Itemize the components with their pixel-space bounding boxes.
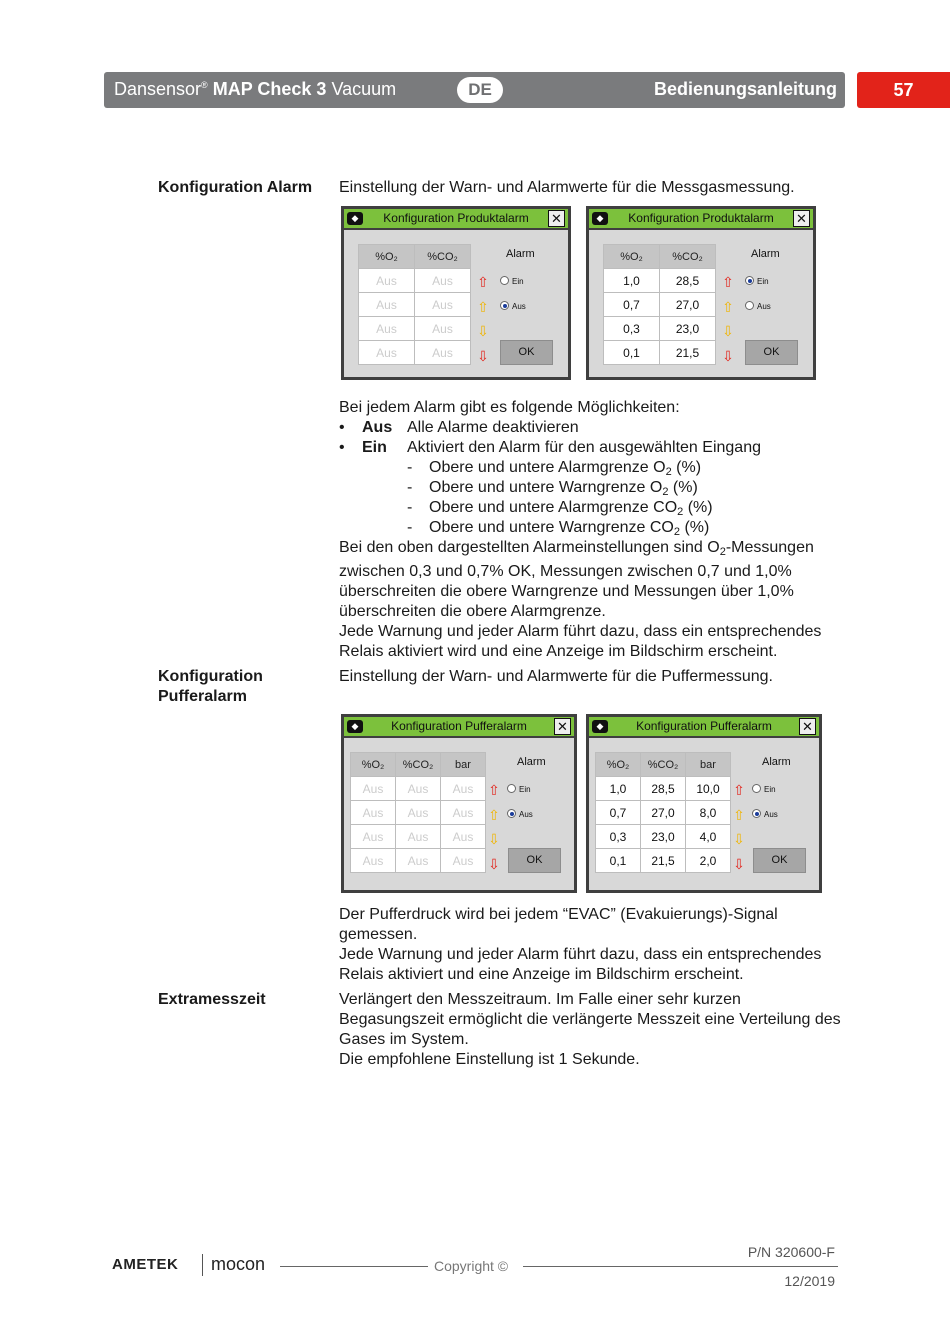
threshold-arrows xyxy=(721,270,735,368)
alarm-table xyxy=(595,752,731,873)
column-header: %CO₂ xyxy=(660,245,716,269)
table-cell[interactable]: 23,0 xyxy=(641,825,686,849)
buffer-text xyxy=(339,905,849,985)
alarm-label: Alarm xyxy=(751,248,780,260)
radio-ein[interactable] xyxy=(500,276,524,286)
language-badge: DE xyxy=(457,77,503,103)
app-icon: ◆ xyxy=(347,212,363,225)
warn-upper-icon: ⇧ xyxy=(733,806,745,823)
bullet-text: Aktiviert den Alarm für den ausgewählten Eingang xyxy=(407,439,761,456)
table-cell[interactable]: Aus xyxy=(396,849,441,873)
alarm-table xyxy=(358,244,471,365)
term-buffer xyxy=(158,667,263,707)
table-cell[interactable]: Aus xyxy=(415,317,471,341)
product-model: MAP Check 3 xyxy=(212,79,327,99)
close-icon[interactable]: ✕ xyxy=(793,210,810,227)
table-cell[interactable]: Aus xyxy=(415,293,471,317)
app-icon: ◆ xyxy=(592,720,608,733)
table-cell[interactable]: Aus xyxy=(441,801,486,825)
term-line: Konfiguration xyxy=(158,668,263,685)
table-cell[interactable]: 1,0 xyxy=(596,777,641,801)
column-header: %CO₂ xyxy=(415,245,471,269)
product-name xyxy=(114,79,396,100)
dialog-panel xyxy=(344,230,568,377)
dialog-buffer-alarm-on xyxy=(586,714,822,893)
alarm-table xyxy=(350,752,486,873)
radio-selected-icon xyxy=(507,809,516,818)
term-alarm: Konfiguration Alarm xyxy=(158,179,313,196)
radio-label: Aus xyxy=(519,810,533,819)
radio-label: Ein xyxy=(764,785,776,794)
radio-ein[interactable] xyxy=(745,276,769,286)
warn-upper-icon: ⇧ xyxy=(477,298,489,315)
table-cell[interactable]: 27,0 xyxy=(660,293,716,317)
table-cell[interactable]: Aus xyxy=(396,801,441,825)
radio-selected-icon xyxy=(752,809,761,818)
radio-circle-icon xyxy=(500,276,509,285)
table-cell[interactable]: Aus xyxy=(415,269,471,293)
table-cell[interactable]: Aus xyxy=(396,777,441,801)
dialog-panel xyxy=(589,738,819,890)
ok-button[interactable]: OK xyxy=(500,340,553,365)
product-variant: Vacuum xyxy=(331,79,397,99)
logo-divider xyxy=(202,1254,203,1276)
sub-item: - Obere und untere Alarmgrenze $CO_2$ (%) xyxy=(407,499,713,518)
buffer-intro: Einstellung der Warn- und Alarmwerte für die Puffermessung. xyxy=(339,668,773,685)
column-header: %O₂ xyxy=(596,753,641,777)
bullet-key: Aus xyxy=(362,419,393,436)
radio-ein[interactable] xyxy=(752,784,776,794)
dialog-titlebar xyxy=(344,209,568,228)
table-cell[interactable]: 2,0 xyxy=(686,849,731,873)
revision-date: 12/2019 xyxy=(784,1273,835,1289)
table-cell[interactable]: 0,7 xyxy=(604,293,660,317)
radio-label: Aus xyxy=(764,810,778,819)
close-icon[interactable]: ✕ xyxy=(548,210,565,227)
ok-button[interactable]: OK xyxy=(508,848,561,873)
alarm-intro: Einstellung der Warn- und Alarmwerte für die Messgasmessung. xyxy=(339,179,795,196)
mocon-logo: mocon xyxy=(211,1254,266,1274)
radio-label: Aus xyxy=(512,302,526,311)
options-title: Bei jedem Alarm gibt es folgende Möglichkeiten: xyxy=(339,399,680,416)
table-cell[interactable]: 0,7 xyxy=(596,801,641,825)
radio-aus[interactable] xyxy=(745,301,771,311)
radio-label: Aus xyxy=(757,302,771,311)
radio-aus[interactable] xyxy=(752,809,778,819)
dialog-panel xyxy=(344,738,574,890)
radio-circle-icon xyxy=(507,784,516,793)
table-cell[interactable]: 27,0 xyxy=(641,801,686,825)
ok-button[interactable]: OK xyxy=(745,340,798,365)
table-cell[interactable]: 0,1 xyxy=(604,341,660,365)
table-cell[interactable]: Aus xyxy=(359,341,415,365)
table-cell[interactable]: 21,5 xyxy=(641,849,686,873)
column-header: %CO₂ xyxy=(641,753,686,777)
dialog-title: Konfiguration Pufferalarm xyxy=(636,719,772,733)
column-header: bar xyxy=(441,753,486,777)
table-cell[interactable]: Aus xyxy=(351,801,396,825)
threshold-arrows xyxy=(487,778,501,876)
table-cell[interactable]: 8,0 xyxy=(686,801,731,825)
radio-ein[interactable] xyxy=(507,784,531,794)
column-header: bar xyxy=(686,753,731,777)
dialog-titlebar xyxy=(344,717,574,736)
warn-upper-icon: ⇧ xyxy=(722,298,734,315)
alarm-lower-icon: ⇩ xyxy=(722,347,734,364)
alarm-relay-paragraph: Jede Warnung und jeder Alarm führt dazu, dass ein entsprechendes Relais aktiviert wird und eine Anzeige im Bildschirm erscheint. xyxy=(339,623,822,660)
radio-label: Ein xyxy=(512,277,524,286)
column-header: %O₂ xyxy=(604,245,660,269)
column-header: %CO₂ xyxy=(396,753,441,777)
part-number: P/N 320600-F xyxy=(747,1244,835,1260)
ametek-logo: AMETEK xyxy=(112,1256,179,1273)
table-cell[interactable]: 28,5 xyxy=(641,777,686,801)
radio-label: Ein xyxy=(757,277,769,286)
alarm-upper-icon: ⇧ xyxy=(733,782,745,798)
sub-item: - Obere und untere Warngrenze $O_2$ (%) xyxy=(407,479,698,498)
buffer-paragraph: Der Pufferdruck wird bei jedem “EVAC” (Evakuierungs)-Signal gemessen. xyxy=(339,906,778,943)
bullet-ein: • Ein Aktiviert den Alarm für den ausgewählten Eingang xyxy=(339,439,761,456)
term-line: Pufferalarm xyxy=(158,688,247,705)
brand-name: Dansensor xyxy=(114,79,202,99)
table-cell[interactable]: Aus xyxy=(351,825,396,849)
close-icon[interactable]: ✕ xyxy=(554,718,571,735)
copyright: Copyright © xyxy=(434,1258,509,1274)
alarm-options xyxy=(339,398,849,662)
page-number: 57 xyxy=(857,72,950,108)
footer-rule xyxy=(280,1266,428,1267)
alarm-upper-icon: ⇧ xyxy=(488,782,500,798)
dialog-product-alarm-on xyxy=(586,206,816,380)
alarm-upper-icon: ⇧ xyxy=(722,274,734,290)
bullet-aus: • Aus Alle Alarme deaktivieren xyxy=(339,419,579,436)
dialog-title: Konfiguration Produktalarm xyxy=(383,211,529,225)
term-extra: Extramesszeit xyxy=(158,991,266,1008)
close-icon[interactable]: ✕ xyxy=(799,718,816,735)
table-cell[interactable]: Aus xyxy=(359,317,415,341)
radio-selected-icon xyxy=(500,301,509,310)
warn-lower-icon: ⇩ xyxy=(477,323,489,340)
table-cell[interactable]: Aus xyxy=(441,825,486,849)
alarm-lower-icon: ⇩ xyxy=(488,855,500,872)
table-cell[interactable]: 1,0 xyxy=(604,269,660,293)
ok-button[interactable]: OK xyxy=(753,848,806,873)
table-cell[interactable]: 23,0 xyxy=(660,317,716,341)
alarm-label: Alarm xyxy=(517,756,546,768)
dialog-title: Konfiguration Pufferalarm xyxy=(391,719,527,733)
extra-text xyxy=(339,990,849,1070)
table-cell[interactable]: 28,5 xyxy=(660,269,716,293)
table-cell[interactable]: 21,5 xyxy=(660,341,716,365)
buffer-relay-paragraph: Jede Warnung und jeder Alarm führt dazu, dass ein entsprechendes Relais aktiviert und eine Anzeige im Bildschirm erscheint. xyxy=(339,946,822,983)
table-cell[interactable]: Aus xyxy=(359,269,415,293)
warn-lower-icon: ⇩ xyxy=(733,831,745,848)
dialog-titlebar xyxy=(589,717,819,736)
alarm-upper-icon: ⇧ xyxy=(477,274,489,290)
bullet-text: Alle Alarme deaktivieren xyxy=(407,419,579,436)
dialog-title: Konfiguration Produktalarm xyxy=(628,211,774,225)
table-cell[interactable]: 0,1 xyxy=(596,849,641,873)
table-cell[interactable]: 10,0 xyxy=(686,777,731,801)
radio-circle-icon xyxy=(745,301,754,310)
column-header: %O₂ xyxy=(359,245,415,269)
alarm-lower-icon: ⇩ xyxy=(477,347,489,364)
sub-item: - Obere und untere Alarmgrenze $O_2$ (%) xyxy=(407,459,702,478)
table-cell[interactable]: Aus xyxy=(441,777,486,801)
manual-title: Bedienungsanleitung xyxy=(653,79,837,99)
app-icon: ◆ xyxy=(592,212,608,225)
alarm-label: Alarm xyxy=(506,248,535,260)
table-cell[interactable]: 0,3 xyxy=(596,825,641,849)
warn-lower-icon: ⇩ xyxy=(488,831,500,848)
threshold-arrows xyxy=(476,270,490,368)
table-cell[interactable]: Aus xyxy=(396,825,441,849)
extra-recommendation: Die empfohlene Einstellung ist 1 Sekunde. xyxy=(339,1051,640,1068)
column-header: %O₂ xyxy=(351,753,396,777)
table-cell[interactable]: Aus xyxy=(441,849,486,873)
bullet-key: Ein xyxy=(362,439,387,456)
header-bar xyxy=(104,72,845,108)
dialog-product-alarm-off xyxy=(341,206,571,380)
table-cell[interactable]: 0,3 xyxy=(604,317,660,341)
registered-mark: ® xyxy=(201,80,208,90)
alarm-example-paragraph: Bei den oben dargestellten Alarmeinstellungen sind $O_2$-Messungen zwischen 0,3 und 0,7% OK, Messungen zwischen 0,7 und 1,0% überschreiten die obere Warngrenze und Messungen über 1,0% überschreiten die obere Alarmgrenze. xyxy=(339,539,814,620)
radio-aus[interactable] xyxy=(500,301,526,311)
dialog-titlebar xyxy=(589,209,813,228)
dialog-buffer-alarm-off xyxy=(341,714,577,893)
alarm-label: Alarm xyxy=(762,756,791,768)
alarm-table xyxy=(603,244,716,365)
radio-circle-icon xyxy=(752,784,761,793)
warn-lower-icon: ⇩ xyxy=(722,323,734,340)
table-cell[interactable]: 4,0 xyxy=(686,825,731,849)
radio-aus[interactable] xyxy=(507,809,533,819)
footer-rule xyxy=(523,1266,838,1267)
table-cell[interactable]: Aus xyxy=(351,849,396,873)
table-cell[interactable]: Aus xyxy=(359,293,415,317)
warn-upper-icon: ⇧ xyxy=(488,806,500,823)
dialog-panel xyxy=(589,230,813,377)
alarm-lower-icon: ⇩ xyxy=(733,855,745,872)
radio-label: Ein xyxy=(519,785,531,794)
sub-item: - Obere und untere Warngrenze $CO_2$ (%) xyxy=(407,519,710,538)
radio-selected-icon xyxy=(745,276,754,285)
app-icon: ◆ xyxy=(347,720,363,733)
extra-paragraph: Verlängert den Messzeitraum. Im Falle einer sehr kurzen Begasungszeit ermöglicht die verlängerte Messzeit eine Verteilung des Gases im System. xyxy=(339,991,841,1048)
threshold-arrows xyxy=(732,778,746,876)
table-cell[interactable]: Aus xyxy=(351,777,396,801)
table-cell[interactable]: Aus xyxy=(415,341,471,365)
